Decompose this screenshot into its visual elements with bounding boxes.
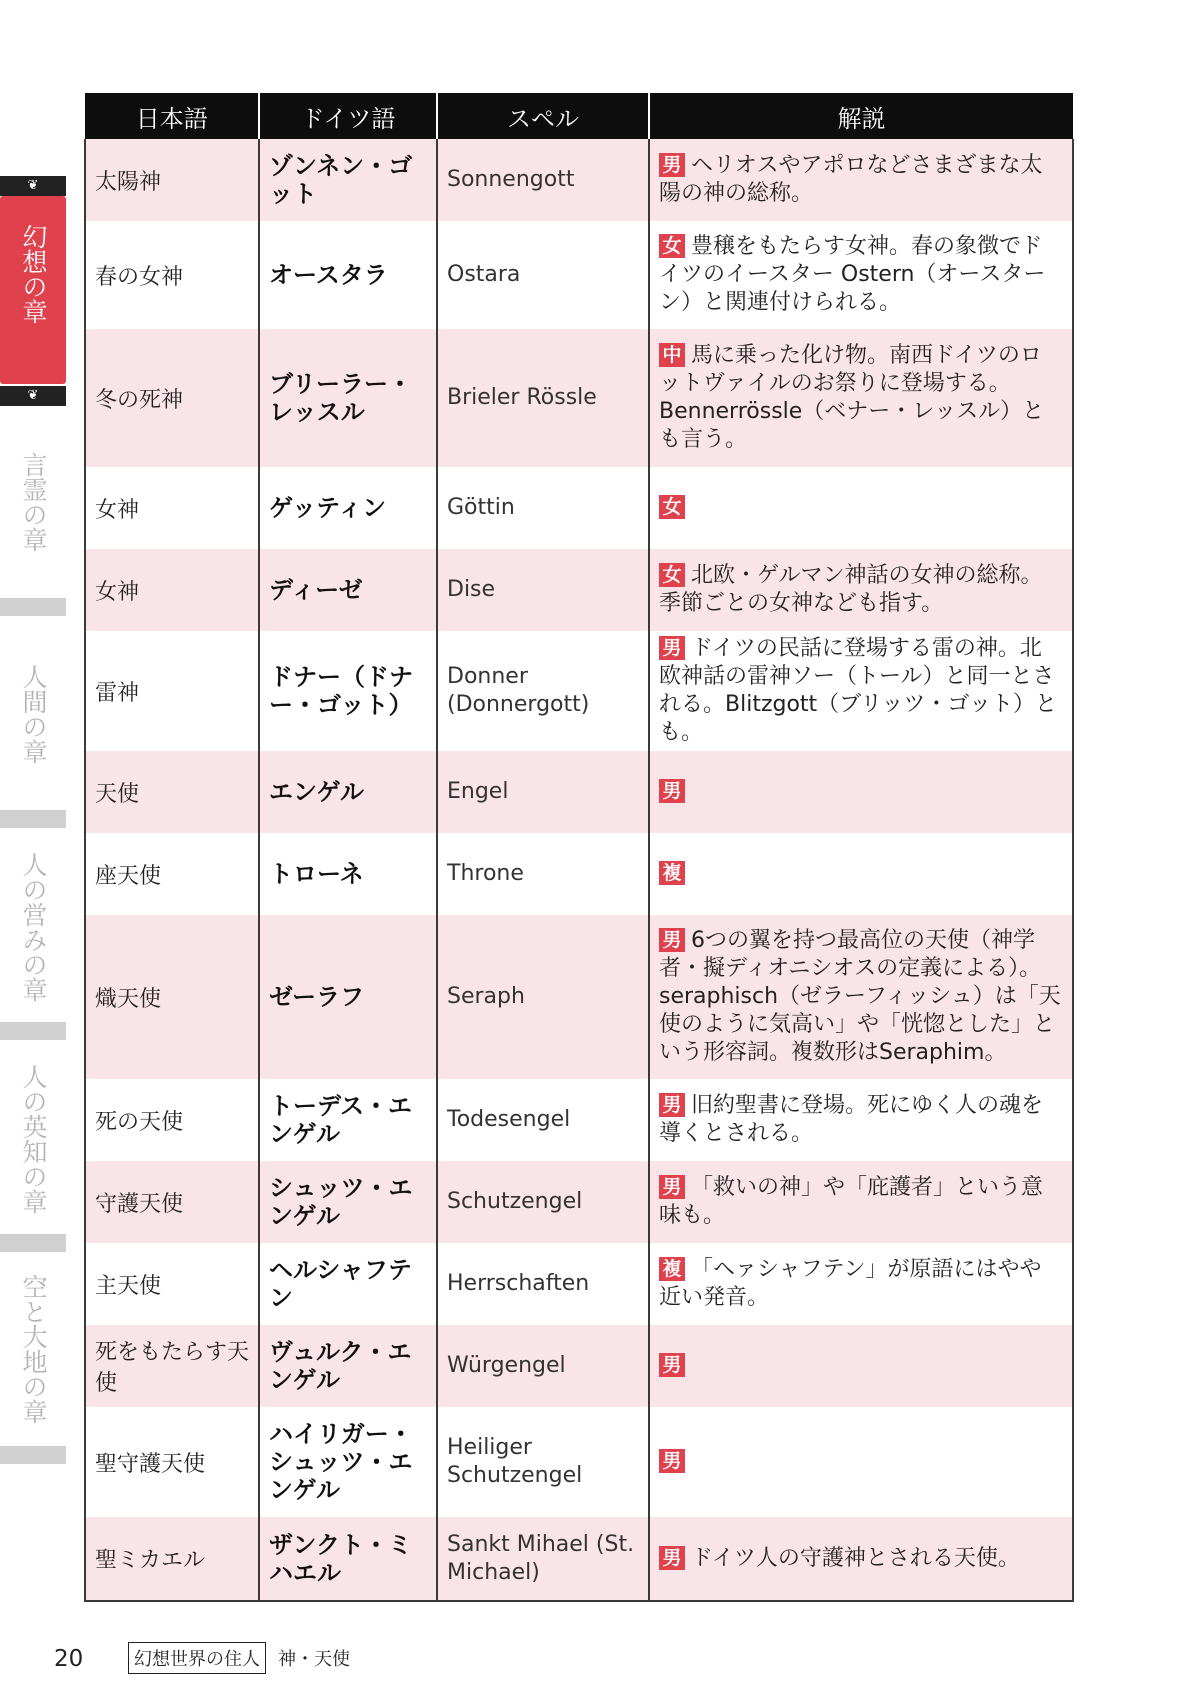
cell-spelling: Engel	[437, 751, 649, 833]
gender-badge: 女	[659, 563, 685, 587]
cell-german: ドナー（ドナー・ゴット）	[259, 631, 437, 751]
table-row	[85, 751, 1073, 833]
cell-spelling: Heiliger Schutzengel	[437, 1407, 649, 1517]
gender-badge: 女	[659, 495, 685, 519]
cell-german: ハイリガー・シュッツ・エンゲル	[259, 1407, 437, 1517]
table-row	[85, 833, 1073, 915]
gender-badge: 男	[659, 636, 685, 660]
gender-badge: 男	[659, 1093, 685, 1117]
explanation-text: ドイツ人の守護神とされる天使。	[691, 1545, 1020, 1571]
cell-explanation	[649, 1079, 1073, 1161]
cell-japanese: 天使	[85, 751, 259, 833]
table-row	[85, 1517, 1073, 1601]
tab-divider	[0, 810, 66, 828]
gender-badge: 複	[659, 861, 685, 885]
gender-badge: 男	[659, 1353, 685, 1377]
cell-japanese: 雷神	[85, 631, 259, 751]
cell-japanese: 主天使	[85, 1243, 259, 1325]
cell-japanese: 春の女神	[85, 221, 259, 329]
explanation-text: 「ヘァシャフテン」が原語にはやや近い発音。	[659, 1257, 1042, 1310]
chapter-tab-sora[interactable]: 空と大地の章	[19, 1274, 48, 1424]
cell-japanese: 女神	[85, 549, 259, 631]
cell-german: トローネ	[259, 833, 437, 915]
table-body	[85, 139, 1073, 1601]
table-row	[85, 1079, 1073, 1161]
section-title: 神・天使	[278, 1649, 350, 1670]
table-row	[85, 329, 1073, 467]
header-japanese: 日本語	[85, 93, 259, 139]
cell-spelling: Göttin	[437, 467, 649, 549]
cell-japanese: 守護天使	[85, 1161, 259, 1243]
tab-divider	[0, 598, 66, 616]
tab-divider	[0, 1446, 66, 1464]
table-row	[85, 1243, 1073, 1325]
tab-divider	[0, 1234, 66, 1252]
chapter-tab-itonami[interactable]: 人の営みの章	[19, 852, 48, 1002]
gender-badge: 中	[659, 343, 685, 367]
cell-german: ゾンネン・ゴット	[259, 139, 437, 221]
header-german: ドイツ語	[259, 93, 437, 139]
chapter-tab-active[interactable]	[0, 196, 66, 384]
cell-spelling: Throne	[437, 833, 649, 915]
cell-explanation	[649, 467, 1073, 549]
cell-german: ザンクト・ミハエル	[259, 1517, 437, 1601]
table-row	[85, 1407, 1073, 1517]
cell-explanation	[649, 1325, 1073, 1407]
cell-explanation	[649, 833, 1073, 915]
book-title: 幻想世界の住人	[128, 1642, 266, 1674]
ornament-icon: ❦	[0, 386, 66, 406]
cell-german: ディーゼ	[259, 549, 437, 631]
cell-spelling: Sonnengott	[437, 139, 649, 221]
explanation-text: 北欧・ゲルマン神話の女神の総称。季節ごとの女神なども指す。	[659, 563, 1043, 616]
cell-german: ヘルシャフテン	[259, 1243, 437, 1325]
chapter-tab-label: 幻想の章	[19, 224, 48, 324]
cell-german: ヴュルク・エンゲル	[259, 1325, 437, 1407]
cell-german: シュッツ・エンゲル	[259, 1161, 437, 1243]
table-row	[85, 467, 1073, 549]
explanation-text: 「救いの神」や「庇護者」という意味も。	[659, 1175, 1044, 1228]
cell-explanation	[649, 631, 1073, 751]
table-row	[85, 1161, 1073, 1243]
cell-explanation	[649, 751, 1073, 833]
cell-japanese: 女神	[85, 467, 259, 549]
cell-spelling: Ostara	[437, 221, 649, 329]
cell-explanation	[649, 329, 1073, 467]
cell-explanation	[649, 139, 1073, 221]
tab-divider	[0, 1022, 66, 1040]
vocabulary-table	[84, 93, 1074, 1602]
table-row	[85, 139, 1073, 221]
table-header-row	[85, 93, 1073, 139]
table-row	[85, 221, 1073, 329]
cell-german: トーデス・エンゲル	[259, 1079, 437, 1161]
cell-german: オースタラ	[259, 221, 437, 329]
chapter-tabs	[0, 0, 66, 1706]
header-explanation: 解説	[649, 93, 1073, 139]
explanation-text: 馬に乗った化け物。南西ドイツのロットヴァイルのお祭りに登場する。Bennerrössle（ベナー・レッスル）とも言う。	[659, 343, 1045, 452]
cell-german: ゲッティン	[259, 467, 437, 549]
cell-explanation	[649, 1407, 1073, 1517]
table-row	[85, 631, 1073, 751]
cell-spelling: Würgengel	[437, 1325, 649, 1407]
explanation-text: 豊穣をもたらす女神。春の象徴でドイツのイースター Ostern（オースターン）と関連付けられる。	[659, 234, 1046, 315]
header-spelling: スペル	[437, 93, 649, 139]
explanation-text: ドイツの民話に登場する雷の神。北欧神話の雷神ソー（トール）と同一とされる。Blitzgott（ブリッツ・ゴット）とも。	[659, 636, 1057, 745]
explanation-text: ヘリオスやアポロなどさまざまな太陽の神の総称。	[659, 153, 1043, 206]
gender-badge: 男	[659, 1546, 685, 1570]
cell-japanese: 熾天使	[85, 915, 259, 1079]
cell-german: ゼーラフ	[259, 915, 437, 1079]
cell-spelling: Seraph	[437, 915, 649, 1079]
cell-japanese: 死の天使	[85, 1079, 259, 1161]
cell-german: ブリーラー・レッスル	[259, 329, 437, 467]
cell-spelling: Sankt Mihael (St. Michael)	[437, 1517, 649, 1601]
cell-explanation	[649, 915, 1073, 1079]
cell-spelling: Brieler Rössle	[437, 329, 649, 467]
cell-explanation	[649, 1517, 1073, 1601]
gender-badge: 女	[659, 234, 685, 258]
cell-japanese: 冬の死神	[85, 329, 259, 467]
cell-explanation	[649, 1161, 1073, 1243]
gender-badge: 複	[659, 1257, 685, 1281]
table-row	[85, 1325, 1073, 1407]
gender-badge: 男	[659, 1175, 685, 1199]
cell-spelling: Herrschaften	[437, 1243, 649, 1325]
explanation-text: 旧約聖書に登場。死にゆく人の魂を導くとされる。	[659, 1093, 1044, 1146]
cell-spelling: Donner (Donnergott)	[437, 631, 649, 751]
cell-japanese: 聖ミカエル	[85, 1517, 259, 1601]
cell-japanese: 聖守護天使	[85, 1407, 259, 1517]
page-number: 20	[54, 1646, 84, 1672]
cell-spelling: Todesengel	[437, 1079, 649, 1161]
cell-spelling: Schutzengel	[437, 1161, 649, 1243]
cell-german: エンゲル	[259, 751, 437, 833]
cell-explanation	[649, 221, 1073, 329]
cell-japanese: 太陽神	[85, 139, 259, 221]
cell-japanese: 死をもたらす天使	[85, 1325, 259, 1407]
chapter-tab-ningen[interactable]: 人間の章	[19, 664, 48, 764]
ornament-icon: ❦	[0, 176, 66, 196]
cell-japanese: 座天使	[85, 833, 259, 915]
gender-badge: 男	[659, 153, 685, 177]
cell-explanation	[649, 549, 1073, 631]
table-row	[85, 549, 1073, 631]
chapter-tab-kotodama[interactable]: 言霊の章	[19, 452, 48, 552]
gender-badge: 男	[659, 1449, 685, 1473]
table-row	[85, 915, 1073, 1079]
cell-explanation	[649, 1243, 1073, 1325]
gender-badge: 男	[659, 928, 685, 952]
explanation-text: 6つの翼を持つ最高位の天使（神学者・擬ディオニシオスの定義による）。seraphisch（ゼラーフィッシュ）は「天使のように気高い」や「恍惚とした」という形容詞。複数形はSeraphim。	[659, 928, 1061, 1065]
chapter-tab-eichi[interactable]: 人の英知の章	[19, 1064, 48, 1214]
gender-badge: 男	[659, 779, 685, 803]
cell-spelling: Dise	[437, 549, 649, 631]
